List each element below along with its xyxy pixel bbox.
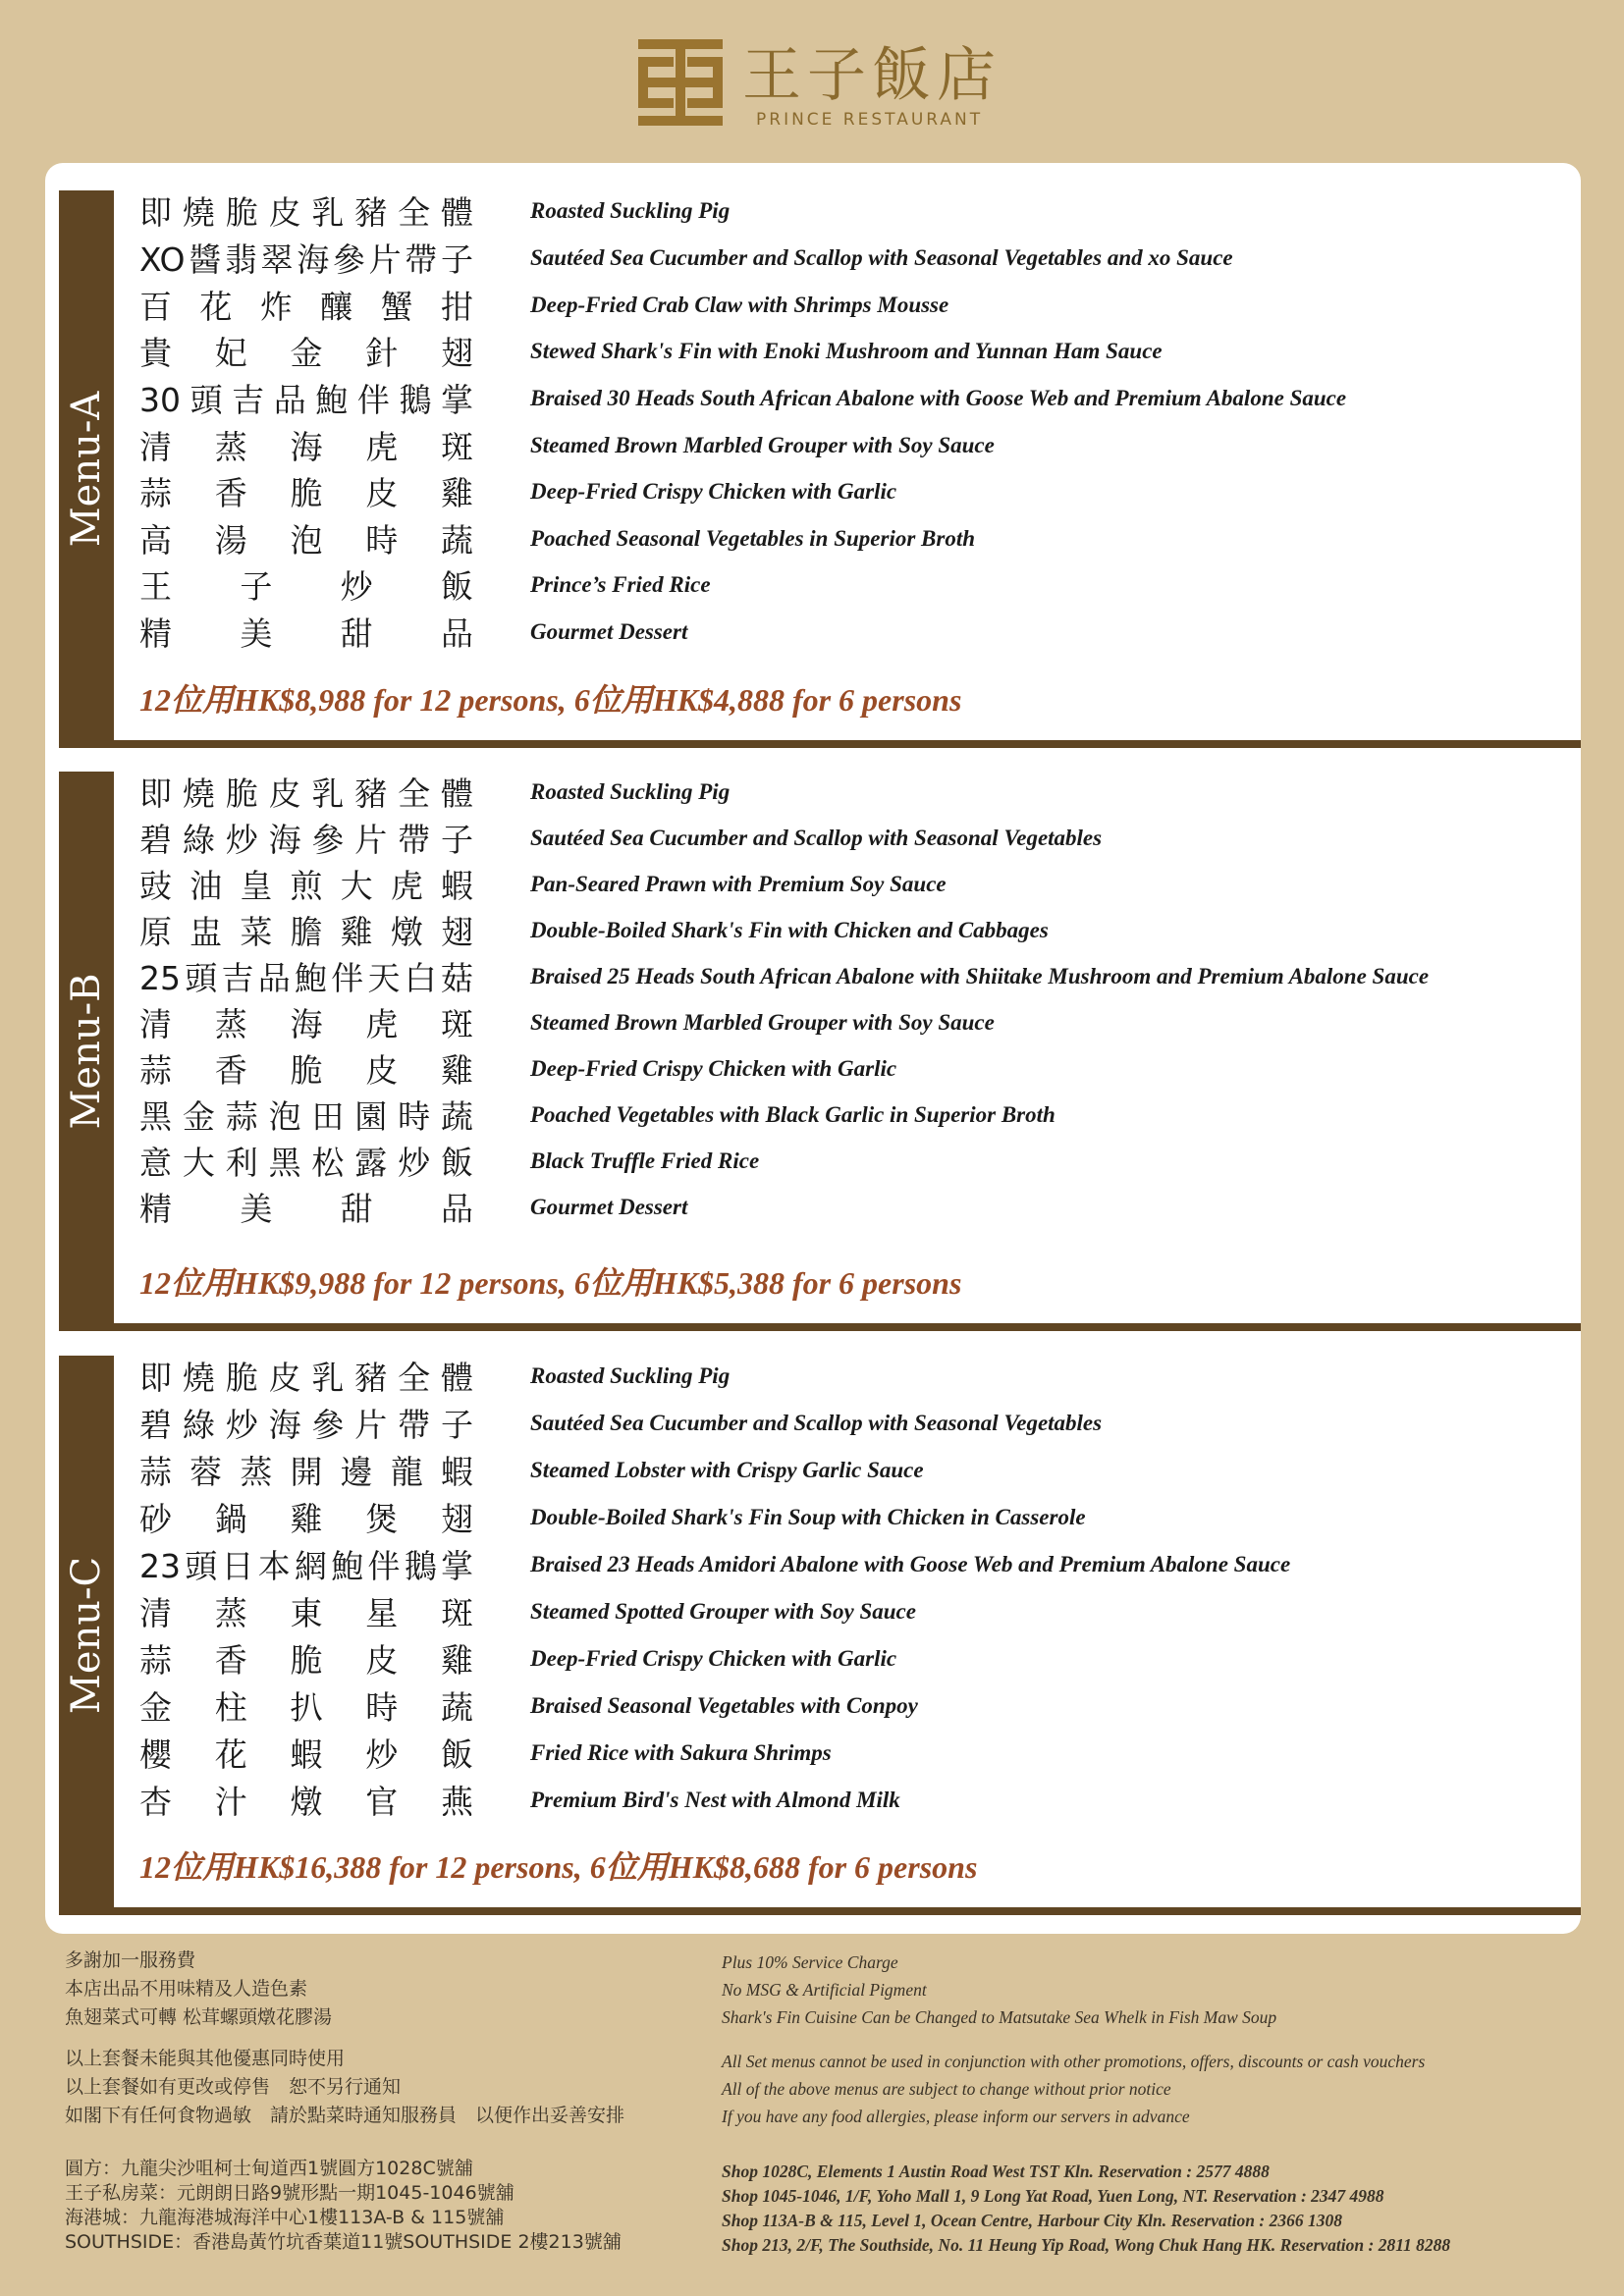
shop-address-en: Shop 1045-1046, 1/F, Yoho Mall 1, 9 Long Yat Road, Yuen Long, NT. Reservation : 2347 4988 xyxy=(722,2186,1384,2206)
dish-chinese: 原盅菜膽雞燉翅 xyxy=(139,913,473,951)
shop-address-en: Shop 1028C, Elements 1 Austin Road West TST Kln. Reservation : 2577 4888 xyxy=(722,2162,1270,2181)
dish-chinese: 25頭吉品鮑伴天白菇 xyxy=(139,959,473,997)
dish-row xyxy=(139,564,1573,612)
dish-chinese: 百花炸釀蟹拑 xyxy=(139,288,473,326)
dish-chinese: 30頭吉品鮑伴鵝掌 xyxy=(139,381,473,419)
logo-chinese-name: 王子飯店 xyxy=(742,41,1001,110)
menu-a-label: Menu-A xyxy=(64,391,109,548)
dish-row xyxy=(139,1497,1573,1544)
menu-c-section xyxy=(59,1356,1581,1915)
dish-chinese: 金柱扒時蔬 xyxy=(139,1688,473,1727)
dish-english: Steamed Spotted Grouper with Soy Sauce xyxy=(530,1599,916,1624)
dish-chinese: 23頭日本網鮑伴鵝掌 xyxy=(139,1547,473,1585)
dish-chinese: 高湯泡時蔬 xyxy=(139,521,473,560)
dish-row xyxy=(139,471,1573,518)
dish-english: Double-Boiled Shark's Fin with Chicken and Cabbages xyxy=(530,918,1049,942)
dish-english: Braised 30 Heads South African Abalone with Goose Web and Premium Abalone Sauce xyxy=(530,386,1347,410)
note-cn: 以上套餐未能與其他優惠同時使用 xyxy=(65,2048,346,2069)
dish-chinese: 黑金蒜泡田園時蔬 xyxy=(139,1097,473,1136)
dish-row xyxy=(139,612,1573,659)
menu-b-price: 12位用HK$9,988 for 12 persons, 6位用HK$5,388 for 6 persons xyxy=(139,1265,962,1301)
dish-row xyxy=(139,1685,1573,1733)
menu-c-divider xyxy=(59,1907,1581,1915)
dish-chinese: 豉油皇煎大虎蝦 xyxy=(139,867,473,905)
dish-row xyxy=(139,1095,1573,1142)
dish-row xyxy=(139,1450,1573,1497)
dish-chinese: 即燒脆皮乳豬全體 xyxy=(139,1359,473,1397)
dish-english: Braised Seasonal Vegetables with Conpoy xyxy=(530,1693,918,1718)
note-cn: 魚翅菜式可轉 松茸螺頭燉花膠湯 xyxy=(65,2006,333,2028)
shop-address-cn: 王子私房菜：元朗朗日路9號形點一期1045-1046號舖 xyxy=(65,2182,514,2204)
dish-chinese: 蒜蓉蒸開邊龍蝦 xyxy=(139,1453,473,1491)
dish-row xyxy=(139,1544,1573,1591)
dish-chinese: 精美甜品 xyxy=(139,1190,473,1228)
dish-row xyxy=(139,331,1573,378)
dish-chinese: 即燒脆皮乳豬全體 xyxy=(139,774,473,813)
note-cn: 本店出品不用味精及人造色素 xyxy=(65,1978,308,2000)
dish-row xyxy=(139,1638,1573,1685)
dish-english: Double-Boiled Shark's Fin Soup with Chicken in Casserole xyxy=(530,1505,1086,1529)
note-en: If you have any food allergies, please inform our servers in advance xyxy=(722,2107,1190,2126)
dish-english: Stewed Shark's Fin with Enoki Mushroom and Yunnan Ham Sauce xyxy=(530,339,1163,363)
menu-b-section xyxy=(59,772,1581,1331)
dish-row xyxy=(139,518,1573,565)
dish-row xyxy=(139,1733,1573,1780)
menu-c-band xyxy=(59,1356,114,1915)
dish-english: Deep-Fried Crispy Chicken with Garlic xyxy=(530,1056,897,1081)
menu-c-label: Menu-C xyxy=(64,1556,109,1715)
dish-english: Poached Vegetables with Black Garlic in Superior Broth xyxy=(530,1102,1056,1127)
dish-english: Premium Bird's Nest with Almond Milk xyxy=(530,1788,900,1812)
shop-address-en: Shop 213, 2/F, The Southside, No. 11 Heung Yip Road, Wong Chuk Hang HK. Reservation : 2811 8288 xyxy=(722,2235,1451,2255)
dish-row xyxy=(139,910,1573,957)
dish-english: Steamed Brown Marbled Grouper with Soy Sauce xyxy=(530,1010,995,1035)
note-en: No MSG & Artificial Pigment xyxy=(722,1980,927,2000)
dish-chinese: 杏汁燉官燕 xyxy=(139,1783,473,1821)
dish-english: Sautéed Sea Cucumber and Scallop with Seasonal Vegetables and xo Sauce xyxy=(530,245,1233,270)
dish-english: Black Truffle Fried Rice xyxy=(530,1148,760,1173)
dish-english: Poached Seasonal Vegetables in Superior Broth xyxy=(530,526,976,551)
dish-row xyxy=(139,1591,1573,1638)
dish-english: Braised 25 Heads South African Abalone with Shiitake Mushroom and Premium Abalone Sauce xyxy=(530,964,1430,988)
dish-chinese: 櫻花蝦炒飯 xyxy=(139,1735,473,1774)
dish-row xyxy=(139,1187,1573,1234)
dish-row xyxy=(139,425,1573,472)
menu-b-band xyxy=(59,772,114,1331)
dish-english: Deep-Fried Crispy Chicken with Garlic xyxy=(530,479,897,504)
dish-row xyxy=(139,378,1573,425)
menu-a-band xyxy=(59,190,114,748)
dish-row xyxy=(139,1403,1573,1450)
dish-chinese: 碧綠炒海參片帶子 xyxy=(139,821,473,859)
dish-chinese: XO醬翡翠海參片帶子 xyxy=(139,240,473,279)
dish-english: Deep-Fried Crispy Chicken with Garlic xyxy=(530,1646,897,1671)
dish-chinese: 王子炒飯 xyxy=(139,567,473,606)
dish-row xyxy=(139,1356,1573,1403)
dish-english: Gourmet Dessert xyxy=(530,619,688,644)
dish-english: Sautéed Sea Cucumber and Scallop with Seasonal Vegetables xyxy=(530,1411,1103,1435)
dish-english: Roasted Suckling Pig xyxy=(530,1363,731,1388)
menu-b-divider xyxy=(59,1323,1581,1331)
dish-row xyxy=(139,190,1573,238)
dish-row xyxy=(139,1141,1573,1188)
menu-b-label: Menu-B xyxy=(64,973,109,1130)
dish-chinese: 碧綠炒海參片帶子 xyxy=(139,1406,473,1444)
menu-a-section xyxy=(59,190,1581,748)
dish-row xyxy=(139,1002,1573,1049)
shop-address-en: Shop 113A-B & 115, Level 1, Ocean Centre, Harbour City Kln. Reservation : 2366 1308 xyxy=(722,2211,1342,2230)
dish-chinese: 蒜香脆皮雞 xyxy=(139,1641,473,1680)
note-cn: 以上套餐如有更改或停售 恕不另行通知 xyxy=(65,2076,402,2098)
note-en: Shark's Fin Cuisine Can be Changed to Matsutake Sea Whelk in Fish Maw Soup xyxy=(722,2007,1277,2027)
dish-row xyxy=(139,772,1573,819)
dish-chinese: 貴妃金針翅 xyxy=(139,334,473,372)
dish-english: Fried Rice with Sakura Shrimps xyxy=(530,1740,832,1765)
dish-chinese: 蒜香脆皮雞 xyxy=(139,474,473,512)
dish-english: Deep-Fried Crab Claw with Shrimps Mousse xyxy=(530,293,949,317)
dish-english: Roasted Suckling Pig xyxy=(530,779,731,804)
menu-a-divider xyxy=(59,740,1581,748)
menu-a-price: 12位用HK$8,988 for 12 persons, 6位用HK$4,888 for 6 persons xyxy=(139,682,962,718)
dish-chinese: 清蒸海虎斑 xyxy=(139,428,473,466)
dish-row xyxy=(139,818,1573,865)
menu-c-price: 12位用HK$16,388 for 12 persons, 6位用HK$8,688 for 6 persons xyxy=(139,1849,978,1885)
dish-chinese: 精美甜品 xyxy=(139,614,473,653)
dish-row xyxy=(139,1780,1573,1827)
shop-address-cn: 圓方：九龍尖沙咀柯士甸道西1號圓方1028C號舖 xyxy=(65,2158,473,2179)
shop-address-cn: 海港城：九龍海港城海洋中心1樓113A-B & 115號舖 xyxy=(65,2207,505,2228)
dish-row xyxy=(139,956,1573,1003)
note-cn: 多謝加一服務費 xyxy=(65,1949,196,1971)
dish-english: Steamed Brown Marbled Grouper with Soy Sauce xyxy=(530,433,995,457)
dish-chinese: 意大利黑松露炒飯 xyxy=(139,1144,473,1182)
logo-mark-icon xyxy=(638,39,723,126)
note-en: Plus 10% Service Charge xyxy=(722,1952,898,1972)
logo-english-name: PRINCE RESTAURANT xyxy=(756,110,984,130)
dish-english: Pan-Seared Prawn with Premium Soy Sauce xyxy=(530,872,947,896)
note-en: All of the above menus are subject to change without prior notice xyxy=(722,2079,1171,2099)
dish-english: Braised 23 Heads Amidori Abalone with Goose Web and Premium Abalone Sauce xyxy=(530,1552,1291,1576)
dish-english: Gourmet Dessert xyxy=(530,1195,688,1219)
dish-row xyxy=(139,238,1573,285)
note-en: All Set menus cannot be used in conjunction with other promotions, offers, discounts or cash vouchers xyxy=(722,2052,1426,2071)
dish-chinese: 清蒸海虎斑 xyxy=(139,1005,473,1043)
dish-chinese: 砂鍋雞煲翅 xyxy=(139,1500,473,1538)
dish-row xyxy=(139,864,1573,911)
dish-row xyxy=(139,1048,1573,1095)
dish-english: Steamed Lobster with Crispy Garlic Sauce xyxy=(530,1458,924,1482)
dish-chinese: 蒜香脆皮雞 xyxy=(139,1051,473,1090)
dish-row xyxy=(139,285,1573,332)
dish-english: Sautéed Sea Cucumber and Scallop with Seasonal Vegetables xyxy=(530,826,1103,850)
shop-address-cn: SOUTHSIDE：香港島黃竹坑香葉道11號SOUTHSIDE 2樓213號舖 xyxy=(65,2231,622,2253)
note-cn: 如閣下有任何食物過敏 請於點菜時通知服務員 以便作出妥善安排 xyxy=(65,2105,625,2126)
dish-english: Roasted Suckling Pig xyxy=(530,198,731,223)
dish-chinese: 即燒脆皮乳豬全體 xyxy=(139,193,473,232)
dish-english: Prince’s Fried Rice xyxy=(530,572,711,597)
restaurant-logo xyxy=(638,37,1001,135)
dish-chinese: 清蒸東星斑 xyxy=(139,1594,473,1632)
